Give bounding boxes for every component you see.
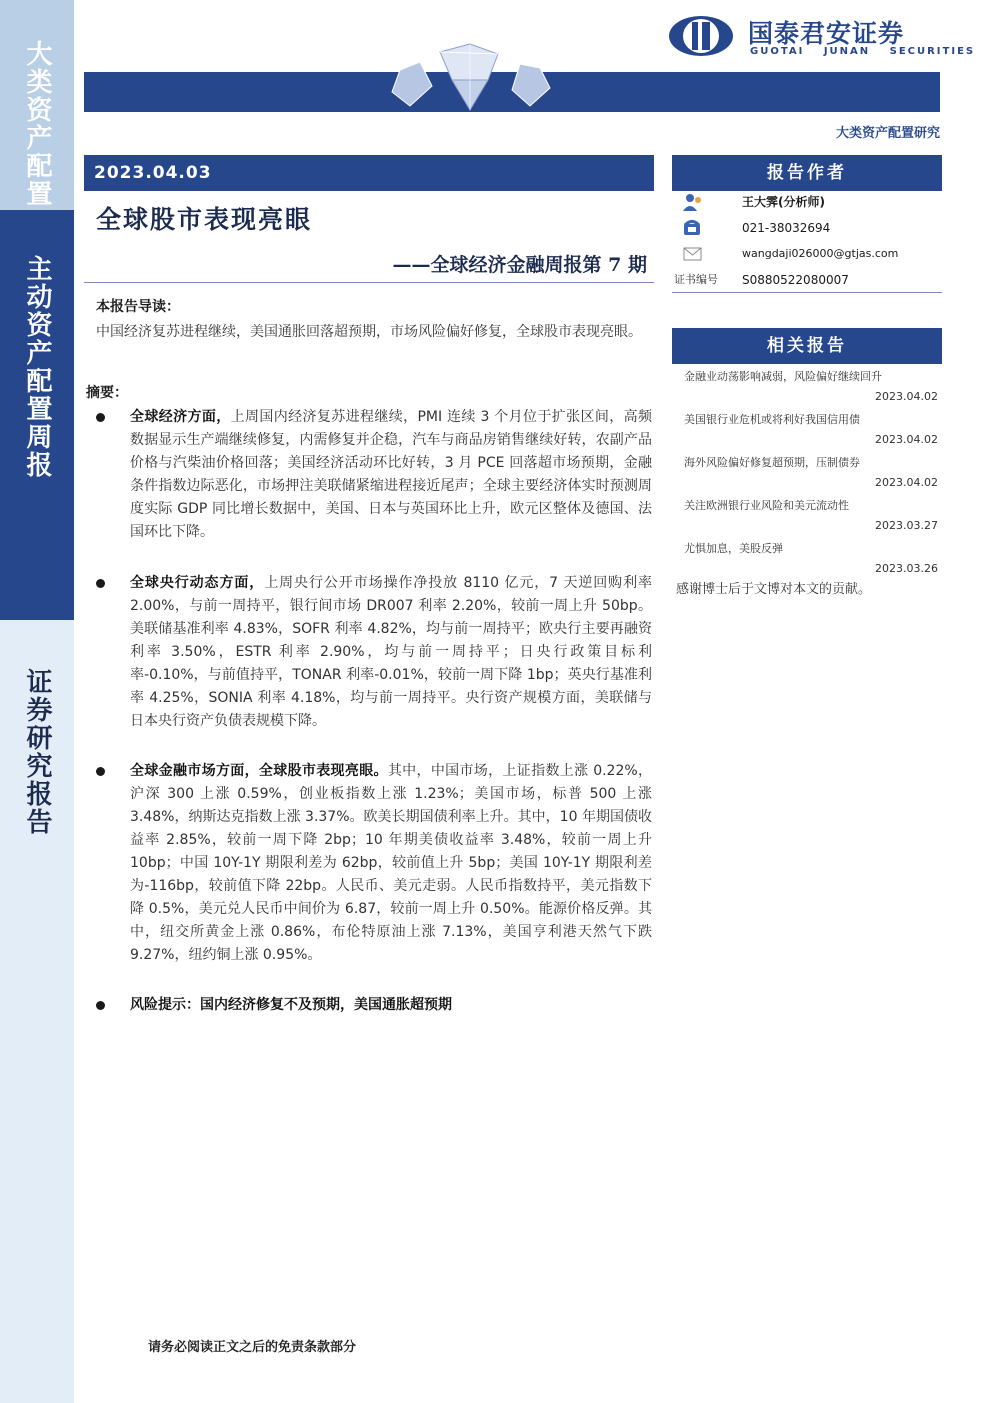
report-title: 全球股市表现亮眼 xyxy=(96,205,313,234)
author-phone-row xyxy=(680,216,942,240)
author-email-row xyxy=(680,242,942,266)
bullet-lead: 风险提示：国内经济修复不及预期，美国通胀超预期 xyxy=(130,997,452,1013)
related-report-item[interactable] xyxy=(684,454,938,489)
person-icon xyxy=(682,192,704,212)
related-report-item[interactable] xyxy=(684,411,938,446)
summary-bullet-central-banks xyxy=(96,572,652,733)
summary-bullet-markets xyxy=(96,760,652,967)
sidebar-label-asset-allocation: 大类资产配置 xyxy=(22,40,52,208)
author-divider xyxy=(672,292,942,293)
bullet-dot xyxy=(96,579,105,588)
guide-body: 中国经济复苏进程继续，美国通胀回落超预期，市场风险偏好修复，全球股市表现亮眼。 xyxy=(96,324,642,340)
author-cert-row xyxy=(674,268,942,292)
related-report-item[interactable] xyxy=(684,497,938,532)
bullet-lead: 全球金融市场方面，全球股市表现亮眼。 xyxy=(130,763,388,779)
related-report-title: 美国银行业危机或将利好我国信用债 xyxy=(684,413,860,426)
related-report-title: 金融业动荡影响减弱，风险偏好继续回升 xyxy=(684,370,882,383)
diamond-banner-icon xyxy=(380,40,560,112)
bullet-lead: 全球央行动态方面， xyxy=(130,575,265,591)
related-report-item[interactable] xyxy=(684,540,938,575)
related-report-title: 尤惧加息，美股反弹 xyxy=(684,542,783,555)
bullet-dot xyxy=(96,767,105,776)
title-divider xyxy=(84,282,654,283)
sidebar-label-weekly: 主动资产配置周报 xyxy=(22,255,52,479)
bullet-text: 其中，中国市场，上证指数上涨 0.22%，沪深 300 上涨 0.59%，创业板指数上涨 1.23%；美国市场，标普 500 上涨 3.48%，纳斯达克指数上涨 3.37%。欧美长期国债利率上升。其中，10 年期国债收益率 2.85%，较前一周下降 2bp；10 年期美债收益率 3.48%，较前一周上升 10bp；中国 10Y-1Y 期限利差为 62bp，较前值上升 5bp；美国 10Y-1Y 期限利差为-116bp，较前值下降 22bp。人民币、美元走弱。人民币指数持平，美元指数下降 0.5%，美元兑人民币中间价为 6.87，较前一周上升 0.50%。能源价格反弹。其中，纽交所黄金上涨 0.86%，布伦特原油上涨 7.13%，美国亨利港天然气下跌 9.27%，纽约铜上涨 0.95%。 xyxy=(130,763,652,963)
author-email[interactable]: wangdaji026000@gtjas.com xyxy=(742,247,899,260)
related-section-heading: 相关报告 xyxy=(672,328,942,364)
summary-heading: 摘要： xyxy=(86,385,128,401)
bullet-text: 上周国内经济复苏进程继续，PMI 连续 3 个月位于扩张区间，高频数据显示生产端继续修复，内需修复并企稳，汽车与商品房销售继续好转，农副产品价格与汽柴油价格回落；美国经济活动环比好转，3 月 PCE 回落超市场预期，金融条件指数边际恶化，市场押注美联储紧缩进程接近尾声；全球主要经济体实时预测周度实际 GDP 同比增长数据中，美国、日本与英国环比上升，欧元区整体及德国、法国环比下降。 xyxy=(130,409,652,540)
logo-mark-icon xyxy=(668,14,734,58)
email-icon xyxy=(682,244,704,264)
disclaimer-note: 请务必阅读正文之后的免责条款部分 xyxy=(148,1340,357,1355)
bullet-dot xyxy=(96,1001,105,1010)
related-report-date: 2023.04.02 xyxy=(875,433,938,446)
related-report-item[interactable] xyxy=(684,368,938,403)
guide-heading: 本报告导读： xyxy=(96,299,180,315)
logo-chinese-name: 国泰君安证券 xyxy=(748,19,905,48)
related-report-title: 海外风险偏好修复超预期，压制债券 xyxy=(684,456,860,469)
author-section-heading: 报告作者 xyxy=(672,155,942,191)
related-report-title: 关注欧洲银行业风险和美元流动性 xyxy=(684,499,849,512)
bullet-lead: 全球经济方面， xyxy=(130,409,231,425)
bullet-dot xyxy=(96,413,105,422)
related-report-date: 2023.04.02 xyxy=(875,476,938,489)
author-name: 王大霁(分析师) xyxy=(742,195,825,209)
bullet-text: 上周央行公开市场操作净投放 8110 亿元，7 天逆回购利率 2.00%，与前一周持平，银行间市场 DR007 利率 2.20%，较前一周上升 50bp。美联储基准利率 4.83%，SOFR 利率 4.82%，均与前一周持平；欧央行主要再融资利率 3.50%，ESTR 利率 2.90%，均与前一周持平；日央行政策目标利率-0.10%，与前值持平，TONAR 利率-0.01%，较前一周下降 1bp；英央行基准利率 4.25%，SONIA 利率 4.18%，均与前一周持平。央行资产规模方面，美联储与日本央行资产负债表规模下降。 xyxy=(130,575,653,729)
sidebar-label-research-report: 证券研究报告 xyxy=(22,668,52,836)
related-report-date: 2023.03.27 xyxy=(875,519,938,532)
report-date: 2023.04.03 xyxy=(84,155,654,191)
logo-english-name: GUOTAI JUNAN SECURITIES xyxy=(750,46,976,57)
cert-label: 证书编号 xyxy=(674,273,718,286)
related-report-date: 2023.03.26 xyxy=(875,562,938,575)
author-cert-number: S0880522080007 xyxy=(742,273,849,287)
author-phone: 021-38032694 xyxy=(742,221,831,235)
series-label: 大类资产配置研究 xyxy=(835,126,940,141)
phone-icon xyxy=(682,218,704,238)
summary-bullet-economy xyxy=(96,406,652,544)
related-report-date: 2023.04.02 xyxy=(875,390,938,403)
author-name-row xyxy=(680,190,942,214)
summary-bullet-risk xyxy=(96,994,652,1017)
report-subtitle: ——全球经济金融周报第 7 期 xyxy=(392,254,647,276)
acknowledgement: 感谢博士后于文博对本文的贡献。 xyxy=(676,582,872,597)
